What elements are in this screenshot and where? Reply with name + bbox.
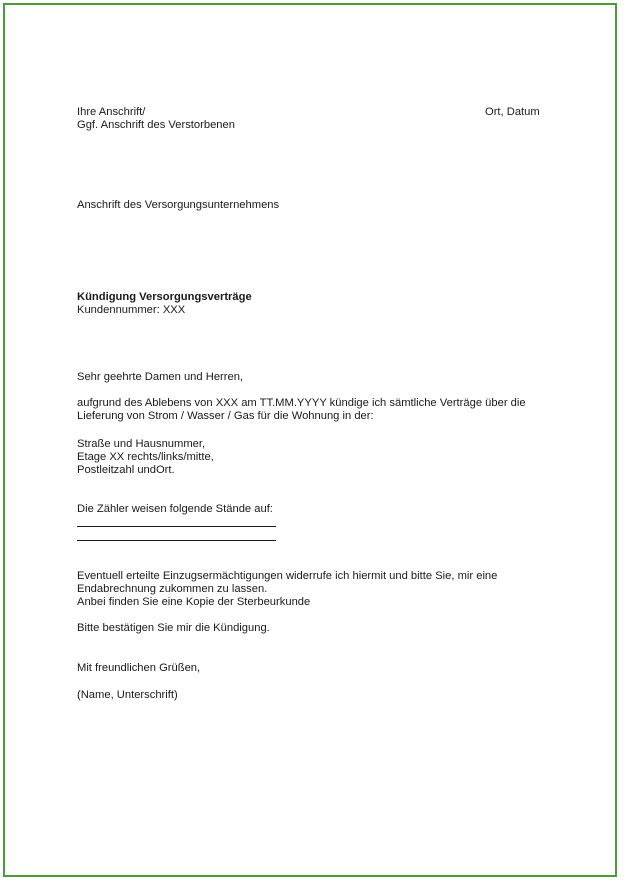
meter-reading-line-2: [77, 540, 276, 541]
signature-placeholder: (Name, Unterschrift): [77, 689, 178, 701]
letter-body: [5, 5, 615, 875]
customer-number: Kundennummer: XXX: [77, 304, 186, 316]
salutation: Sehr geehrte Damen und Herren,: [77, 371, 244, 383]
address-street: Straße und Hausnummer,: [77, 438, 206, 450]
sender-address-line-2: Ggf. Anschrift des Verstorbenen: [77, 119, 235, 131]
address-city: Postleitzahl undOrt.: [77, 464, 175, 476]
paragraph-1-line-2: Lieferung von Strom / Wasser / Gas für die Wohnung in der:: [77, 410, 374, 422]
document-page: [3, 3, 617, 877]
confirmation-request: Bitte bestätigen Sie mir die Kündigung.: [77, 622, 270, 634]
address-floor: Etage XX rechts/links/mitte,: [77, 451, 214, 463]
recipient-address: Anschrift des Versorgungsunternehmens: [77, 199, 280, 211]
meter-reading-line-1: [77, 526, 276, 527]
paragraph-2-line-3: Anbei finden Sie eine Kopie der Sterbeurkunde: [77, 596, 311, 608]
sender-address-line-1: Ihre Anschrift/: [77, 106, 146, 118]
paragraph-2-line-1: Eventuell erteilte Einzugsermächtigungen widerrufe ich hiermit und bitte Sie, mir eine: [77, 570, 498, 582]
closing: Mit freundlichen Grüßen,: [77, 662, 201, 674]
paragraph-1-line-1: aufgrund des Ablebens von XXX am TT.MM.YYYY kündige ich sämtliche Verträge über die: [77, 397, 526, 409]
place-date: Ort, Datum: [485, 106, 540, 118]
meter-intro: Die Zähler weisen folgende Stände auf:: [77, 503, 273, 515]
paragraph-2-line-2: Endabrechnung zukommen zu lassen.: [77, 583, 268, 595]
subject-title: Kündigung Versorgungsverträge: [77, 291, 252, 303]
